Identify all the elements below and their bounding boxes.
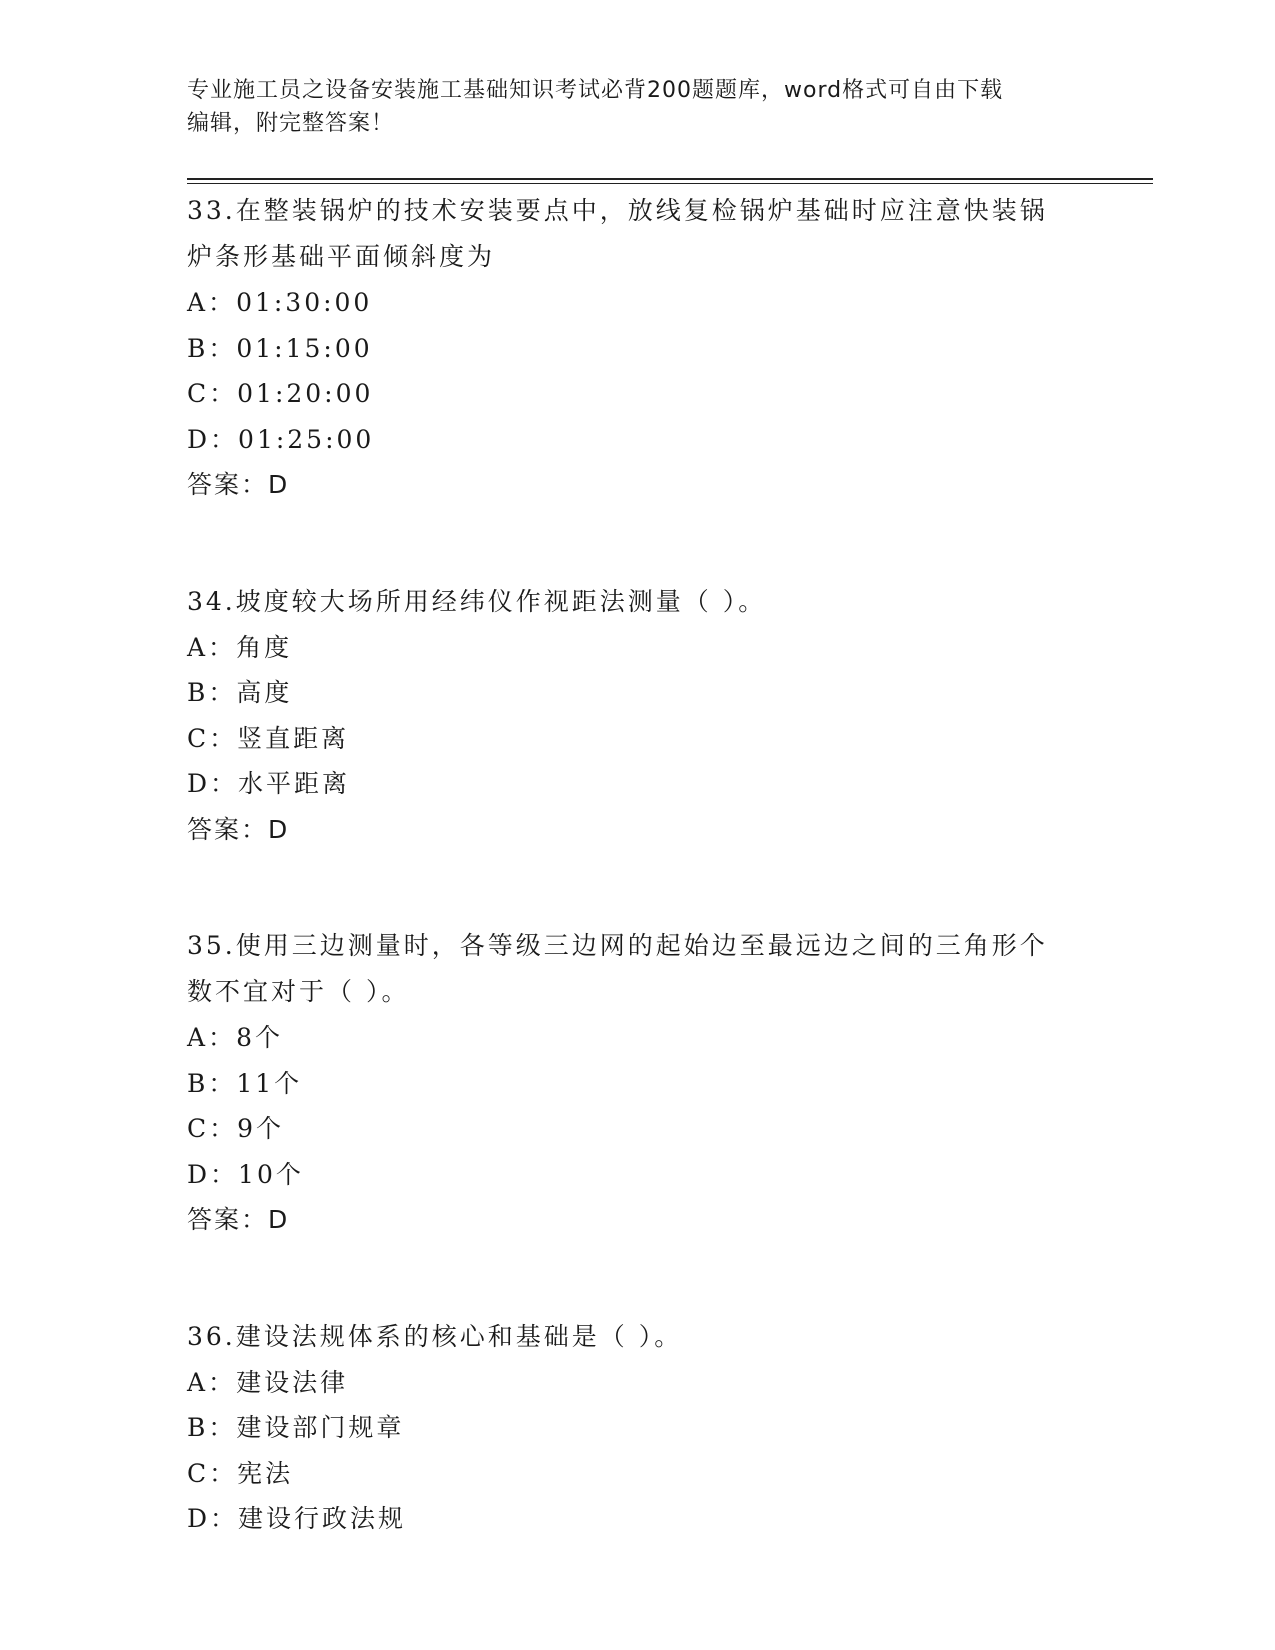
- question-text: [187, 188, 1087, 234]
- option-text: 9个: [237, 1114, 285, 1143]
- answer-line: [187, 807, 1087, 853]
- header-divider-thin: [187, 183, 1153, 184]
- question-text-line-2: 数不宜对于（ ）。: [187, 977, 410, 1006]
- answer-value: D: [268, 1205, 290, 1234]
- option-d: [187, 417, 1087, 463]
- header-line-2: 编辑，附完整答案！: [187, 111, 395, 136]
- option-text: 01:15:00: [236, 333, 373, 363]
- option-label: B：: [187, 678, 237, 707]
- question-text-line-1: 坡度较大场所用经纬仪作视距法测量（ ）。: [235, 586, 767, 616]
- header-line-1: 专业施工员之设备安装施工基础知识考试必背200题题库，word格式可自由下载: [187, 78, 1004, 103]
- question-text: [187, 1314, 1087, 1360]
- answer-label: 答案：: [187, 1205, 269, 1234]
- option-label: B：: [187, 1068, 237, 1098]
- answer-label: 答案：: [187, 814, 269, 844]
- spacer: [187, 852, 1087, 897]
- answer-value: D: [268, 470, 290, 499]
- option-text: 11个: [236, 1068, 303, 1098]
- option-text: 水平距离: [238, 769, 351, 798]
- option-label: D：: [187, 424, 239, 454]
- option-text: 竖直距离: [237, 723, 350, 753]
- option-c: [187, 1106, 1087, 1152]
- option-label: B：: [187, 333, 237, 363]
- answer-line: [187, 1197, 1087, 1243]
- answer-value: D: [268, 814, 290, 844]
- option-d: [187, 1152, 1087, 1198]
- question-34: [187, 579, 1087, 898]
- option-text: 高度: [236, 678, 293, 707]
- question-36: [187, 1314, 1087, 1542]
- question-number: 33.: [187, 196, 236, 225]
- document-header: [187, 74, 1067, 140]
- option-text: 建设行政法规: [238, 1504, 407, 1533]
- answer-line: [187, 462, 1087, 508]
- option-c: [187, 371, 1087, 417]
- spacer: [187, 1243, 1087, 1288]
- option-b: [187, 1061, 1087, 1107]
- question-number: 34.: [187, 586, 236, 616]
- question-text-line-1: 使用三边测量时，各等级三边网的起始边至最远边之间的三角形个: [235, 931, 1048, 960]
- spacer: [187, 508, 1087, 553]
- option-a: [187, 1360, 1087, 1406]
- option-b: [187, 326, 1087, 372]
- question-text-line-1: 建设法规体系的核心和基础是（ ）。: [235, 1321, 683, 1351]
- option-c: [187, 1451, 1087, 1497]
- option-text: 10个: [238, 1159, 304, 1189]
- option-text: 建设部门规章: [236, 1413, 405, 1442]
- option-label: D：: [187, 1159, 239, 1189]
- header-divider-thick: [187, 178, 1153, 180]
- option-text: 01:20:00: [237, 379, 374, 408]
- question-list: [187, 188, 1087, 1568]
- option-text: 01:25:00: [238, 424, 375, 454]
- option-d: [187, 761, 1087, 807]
- option-label: C：: [187, 1458, 238, 1488]
- option-text: 8个: [236, 1023, 283, 1052]
- option-a: [187, 1015, 1087, 1061]
- option-a: [187, 280, 1087, 326]
- option-label: A：: [187, 288, 237, 317]
- option-label: A：: [187, 1367, 237, 1397]
- question-35: [187, 923, 1087, 1288]
- option-text: 01:30:00: [236, 288, 373, 317]
- question-number: 36.: [187, 1321, 236, 1351]
- option-a: [187, 625, 1087, 671]
- option-c: [187, 716, 1087, 762]
- question-text: [187, 579, 1087, 625]
- question-33: [187, 188, 1087, 553]
- option-text: 角度: [236, 632, 293, 662]
- option-label: C：: [187, 379, 238, 408]
- option-label: C：: [187, 1114, 238, 1143]
- option-label: A：: [187, 1023, 237, 1052]
- option-b: [187, 670, 1087, 716]
- option-label: C：: [187, 723, 238, 753]
- question-text-line-1: 在整装锅炉的技术安装要点中，放线复检锅炉基础时应注意快装锅: [235, 196, 1048, 225]
- option-label: B：: [187, 1413, 237, 1442]
- option-label: A：: [187, 632, 237, 662]
- option-b: [187, 1405, 1087, 1451]
- question-text-line-2: 炉条形基础平面倾斜度为: [187, 242, 496, 271]
- option-text: 宪法: [237, 1458, 294, 1488]
- answer-label: 答案：: [187, 470, 269, 499]
- option-text: 建设法律: [236, 1367, 349, 1397]
- question-text: [187, 923, 1087, 969]
- question-number: 35.: [187, 931, 236, 960]
- option-label: D：: [187, 769, 239, 798]
- option-label: D：: [187, 1504, 239, 1533]
- option-d: [187, 1496, 1087, 1542]
